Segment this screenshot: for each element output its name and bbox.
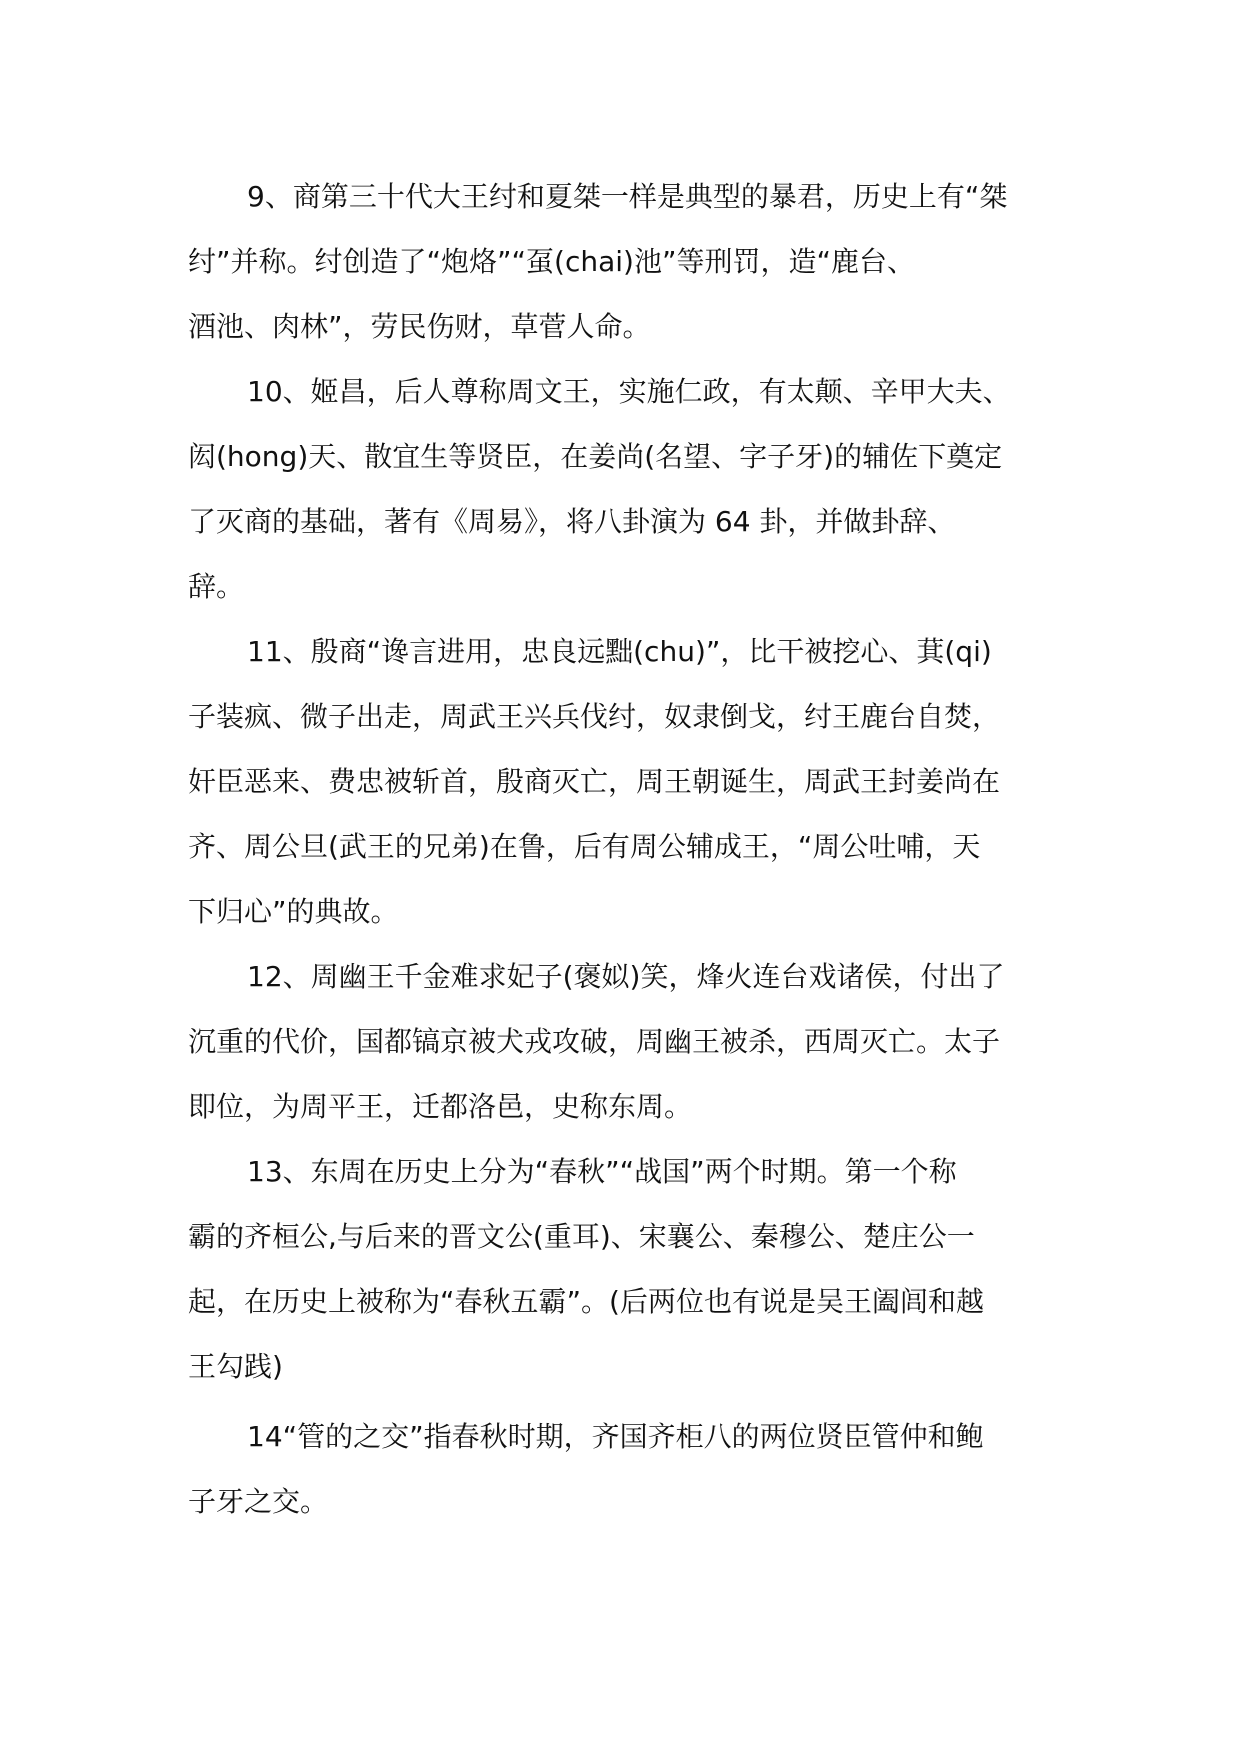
paragraph-12-line-3: 即位，为周平王，迁都洛邑，史称东周。: [188, 1090, 693, 1123]
paragraph-11-line-4: 齐、周公旦(武王的兄弟)在鲁，后有周公辅成王，“周公吐哺，天: [188, 830, 981, 863]
paragraph-11-line-3: 奸臣恶来、费忠被斩首，殷商灭亡，周王朝诞生，周武王封姜尚在: [188, 765, 1001, 798]
paragraph-10-line-4: 辞。: [188, 570, 245, 603]
paragraph-11-line-5: 下归心”的典故。: [188, 895, 399, 928]
paragraph-9-line-2: 纣”并称。纣创造了“炮烙”“虿(chai)池”等刑罚，造“鹿台、: [188, 245, 915, 278]
paragraph-9-line-1: 9、商第三十代大王纣和夏桀一样是典型的暴君，历史上有“桀: [247, 180, 1008, 213]
paragraph-14-line-2: 子牙之交。: [188, 1485, 329, 1518]
paragraph-13-line-4: 王勾践): [188, 1350, 283, 1383]
paragraph-10-line-2: 闳(hong)天、散宜生等贤臣，在姜尚(名望、字子牙)的辅佐下奠定: [188, 440, 1003, 473]
paragraph-9-line-3: 酒池、肉林”，劳民伤财，草菅人命。: [188, 310, 651, 343]
paragraph-12-line-2: 沉重的代价，国都镐京被犬戎攻破，周幽王被杀，西周灭亡。太子: [188, 1025, 1001, 1058]
paragraph-13-line-2: 霸的齐桓公,与后来的晋文公(重耳)、宋襄公、秦穆公、楚庄公一: [188, 1220, 975, 1253]
paragraph-13-line-1: 13、东周在历史上分为“春秋”“战国”两个时期。第一个称: [247, 1155, 957, 1188]
paragraph-14-line-1: 14“管的之交”指春秋时期，齐国齐柜八的两位贤臣管仲和鲍: [247, 1420, 984, 1453]
paragraph-13-line-3: 起，在历史上被称为“春秋五霸”。(后两位也有说是吴王阖闾和越: [188, 1285, 984, 1318]
paragraph-11-line-1: 11、殷商“谗言进用，忠良远黜(chu)”，比干被挖心、萁(qi): [247, 635, 992, 668]
paragraph-10-line-1: 10、姬昌，后人尊称周文王，实施仁政，有太颠、辛甲大夫、: [247, 375, 1011, 408]
paragraph-12-line-1: 12、周幽王千金难求妃子(褒姒)笑，烽火连台戏诸侯，付出了: [247, 960, 1005, 993]
paragraph-10-line-3: 了灭商的基础，著有《周易》，将八卦演为 64 卦，并做卦辞、: [188, 505, 956, 538]
paragraph-11-line-2: 子装疯、微子出走，周武王兴兵伐纣，奴隶倒戈，纣王鹿台自焚，: [188, 700, 1001, 733]
